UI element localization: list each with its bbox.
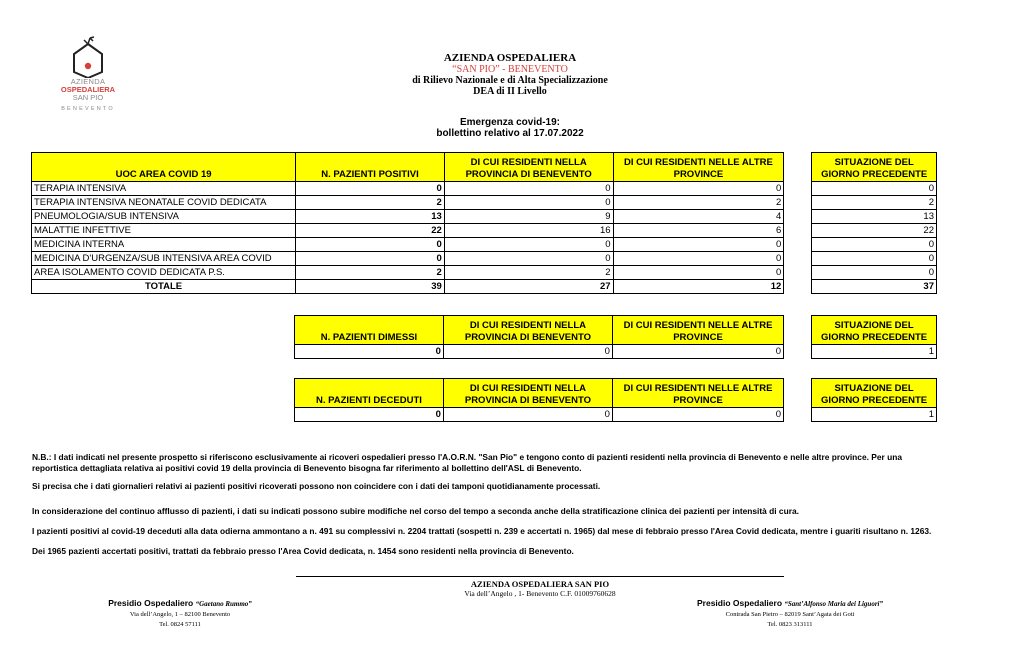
col-header-precedente: SITUAZIONE DEL GIORNO PRECEDENTE bbox=[812, 379, 937, 408]
spacer-cell bbox=[784, 182, 812, 196]
deceduti-value: 0 bbox=[295, 408, 444, 422]
row-res-altre: 4 bbox=[613, 210, 784, 224]
row-positivi: 0 bbox=[296, 182, 445, 196]
col-header-res-benevento: DI CUI RESIDENTI NELLA PROVINCIA DI BENEVENTO bbox=[443, 379, 612, 408]
note-paragraph: Si precisa che i dati giornalieri relativi ai pazienti positivi ricoverati possono non coincidere con i dati dei tamponi quotidianamente processati. bbox=[32, 481, 601, 491]
col-header-res-altre: DI CUI RESIDENTI NELLE ALTRE PROVINCE bbox=[613, 153, 784, 182]
table-row bbox=[32, 182, 937, 196]
row-res-benevento: 0 bbox=[444, 238, 613, 252]
header-line4: DEA di II Livello bbox=[473, 86, 547, 97]
spacer-cell bbox=[784, 224, 812, 238]
spacer-cell bbox=[784, 379, 812, 408]
row-positivi: 2 bbox=[296, 266, 445, 280]
row-label: AREA ISOLAMENTO COVID DEDICATA P.S. bbox=[32, 266, 296, 280]
row-precedente: 2 bbox=[812, 196, 937, 210]
footer-left-label: Presidio Ospedaliero bbox=[108, 598, 194, 608]
table-header-row bbox=[295, 316, 937, 345]
table-header-row bbox=[295, 379, 937, 408]
footer-divider bbox=[296, 576, 784, 577]
emergency-label: Emergenza covid-19: bbox=[459, 117, 561, 128]
footer-right bbox=[660, 598, 920, 630]
logo-text-ospedaliera: OSPEDALIERA bbox=[60, 85, 116, 94]
row-res-altre: 0 bbox=[613, 182, 784, 196]
row-precedente: 22 bbox=[812, 224, 937, 238]
row-positivi: 22 bbox=[296, 224, 445, 238]
total-precedente: 37 bbox=[812, 280, 937, 294]
row-positivi: 0 bbox=[296, 238, 445, 252]
footer-left bbox=[60, 598, 300, 630]
row-res-altre: 0 bbox=[613, 266, 784, 280]
col-header-res-benevento: DI CUI RESIDENTI NELLA PROVINCIA DI BENEVENTO bbox=[444, 153, 613, 182]
col-header-precedente: SITUAZIONE DEL GIORNO PRECEDENTE bbox=[812, 153, 937, 182]
col-header-dimessi: N. PAZIENTI DIMESSI bbox=[295, 316, 444, 345]
dimessi-precedente: 1 bbox=[812, 345, 937, 359]
spacer-cell bbox=[784, 345, 812, 359]
row-positivi: 0 bbox=[296, 252, 445, 266]
row-precedente: 0 bbox=[812, 266, 937, 280]
header-subtitle: “SAN PIO” - BENEVENTO bbox=[452, 64, 568, 75]
logo-text-san-pio: SAN PIO bbox=[72, 93, 104, 102]
col-header-res-benevento: DI CUI RESIDENTI NELLA PROVINCIA DI BENEVENTO bbox=[443, 316, 612, 345]
spacer-cell bbox=[784, 238, 812, 252]
total-res-altre: 12 bbox=[613, 280, 784, 294]
total-positivi: 39 bbox=[296, 280, 445, 294]
footer-center bbox=[296, 579, 784, 599]
row-res-altre: 0 bbox=[613, 238, 784, 252]
notes-section bbox=[32, 452, 932, 564]
col-header-uoc: UOC AREA COVID 19 bbox=[32, 153, 296, 182]
row-label: PNEUMOLOGIA/SUB INTENSIVA bbox=[32, 210, 296, 224]
bulletin-heading bbox=[330, 117, 690, 139]
bulletin-date: bollettino relativo al 17.07.2022 bbox=[436, 128, 584, 139]
table-row bbox=[295, 408, 937, 422]
logo-text-benevento: BENEVENTO bbox=[61, 106, 115, 112]
table-row bbox=[32, 252, 937, 266]
col-header-deceduti: N. PAZIENTI DECEDUTI bbox=[295, 379, 444, 408]
deceduti-table bbox=[294, 378, 937, 422]
spacer-cell bbox=[784, 153, 812, 182]
row-res-altre: 0 bbox=[613, 252, 784, 266]
row-label: MEDICINA D'URGENZA/SUB INTENSIVA AREA COVID bbox=[32, 252, 296, 266]
spacer-cell bbox=[784, 280, 812, 294]
col-header-res-altre: DI CUI RESIDENTI NELLE ALTRE PROVINCE bbox=[612, 379, 783, 408]
table-row bbox=[295, 345, 937, 359]
col-header-precedente: SITUAZIONE DEL GIORNO PRECEDENTE bbox=[812, 316, 937, 345]
row-res-altre: 2 bbox=[613, 196, 784, 210]
deceduti-precedente: 1 bbox=[812, 408, 937, 422]
table-header-row bbox=[32, 153, 937, 182]
total-label: TOTALE bbox=[32, 280, 296, 294]
row-res-benevento: 0 bbox=[444, 252, 613, 266]
row-positivi: 2 bbox=[296, 196, 445, 210]
row-label: TERAPIA INTENSIVA bbox=[32, 182, 296, 196]
deceduti-res-benevento: 0 bbox=[443, 408, 612, 422]
table-row bbox=[32, 210, 937, 224]
total-res-benevento: 27 bbox=[444, 280, 613, 294]
row-res-benevento: 2 bbox=[444, 266, 613, 280]
deceduti-res-altre: 0 bbox=[612, 408, 783, 422]
row-precedente: 0 bbox=[812, 182, 937, 196]
spacer-cell bbox=[784, 252, 812, 266]
document-header bbox=[330, 52, 690, 97]
row-positivi: 13 bbox=[296, 210, 445, 224]
row-label: MALATTIE INFETTIVE bbox=[32, 224, 296, 238]
hospital-logo bbox=[44, 36, 132, 126]
row-res-benevento: 16 bbox=[444, 224, 613, 238]
dimessi-res-benevento: 0 bbox=[443, 345, 612, 359]
dimessi-table bbox=[294, 315, 937, 359]
spacer-cell bbox=[784, 316, 812, 345]
header-line3: di Rilievo Nazionale e di Alta Specializzazione bbox=[412, 75, 608, 86]
table-row bbox=[32, 238, 937, 252]
row-precedente: 13 bbox=[812, 210, 937, 224]
footer-right-label: Presidio Ospedaliero bbox=[696, 598, 783, 608]
note-paragraph: N.B.: I dati indicati nel presente prospetto si riferiscono esclusivamente ai ricoveri ospedalieri presso l'A.O.R.N. "San Pio" e tengono conto di pazienti residenti nella provincia di Benevento e nelle altre province. Per una reportistica dettagliata relativa ai positivi covid 19 della provincia di Benevento bisogna far riferimento al bollettino dell'ASL di Benevento. bbox=[32, 452, 902, 473]
logo-text-azienda: AZIENDA bbox=[70, 77, 106, 86]
row-res-altre: 6 bbox=[613, 224, 784, 238]
footer-right-tel: Tel. 0823 313111 bbox=[767, 621, 813, 628]
header-title: AZIENDA OSPEDALIERA bbox=[443, 52, 577, 64]
table-row bbox=[32, 224, 937, 238]
footer-left-tel: Tel. 0824 57111 bbox=[159, 621, 201, 628]
spacer-cell bbox=[784, 408, 812, 422]
spacer-cell bbox=[784, 196, 812, 210]
col-header-positivi: N. PAZIENTI POSITIVI bbox=[296, 153, 445, 182]
row-label: TERAPIA INTENSIVA NEONATALE COVID DEDICATA bbox=[32, 196, 296, 210]
table-row bbox=[32, 266, 937, 280]
footer-left-name: “Gaetano Rummo” bbox=[195, 600, 252, 608]
footer-center-title: AZIENDA OSPEDALIERA SAN PIO bbox=[470, 579, 610, 589]
note-paragraph: Dei 1965 pazienti accertati positivi, trattati da febbraio presso l'Area Covid dedicata, n. 1454 sono residenti nella provincia di Benevento. bbox=[32, 546, 574, 556]
dimessi-value: 0 bbox=[295, 345, 444, 359]
footer-right-name: “Sant’Alfonso Maria dei Liguori” bbox=[784, 600, 883, 608]
logo-house-icon bbox=[68, 36, 108, 78]
row-precedente: 0 bbox=[812, 252, 937, 266]
main-covid-table bbox=[31, 152, 937, 294]
dimessi-res-altre: 0 bbox=[612, 345, 783, 359]
col-header-res-altre: DI CUI RESIDENTI NELLE ALTRE PROVINCE bbox=[612, 316, 783, 345]
note-paragraph: I pazienti positivi al covid-19 deceduti alla data odierna ammontano a n. 491 su complessivi n. 2204 trattati (sospetti n. 239 e accertati n. 1965) dal mese di febbraio presso l'Area Covid dedicata, mentre i guariti risultano n. 1263. bbox=[32, 526, 932, 536]
footer-center-address: Via dell’Angelo , 1- Benevento C.F. 01009760628 bbox=[464, 589, 616, 598]
row-res-benevento: 0 bbox=[444, 196, 613, 210]
row-precedente: 0 bbox=[812, 238, 937, 252]
table-row bbox=[32, 196, 937, 210]
note-paragraph: In considerazione del continuo afflusso di pazienti, i dati su indicati possono subire modifiche nel corso del tempo a seconda anche della stratificazione clinica dei pazienti per intensità di cura. bbox=[32, 506, 799, 516]
row-res-benevento: 0 bbox=[444, 182, 613, 196]
spacer-cell bbox=[784, 266, 812, 280]
footer-left-address: Via dell’Angelo, 1 – 82100 Benevento bbox=[129, 611, 231, 618]
total-row bbox=[32, 280, 937, 294]
row-res-benevento: 9 bbox=[444, 210, 613, 224]
footer-right-address: Contrada San Pietro – 82019 Sant’Agata dei Goti bbox=[725, 611, 855, 618]
spacer-cell bbox=[784, 210, 812, 224]
row-label: MEDICINA INTERNA bbox=[32, 238, 296, 252]
